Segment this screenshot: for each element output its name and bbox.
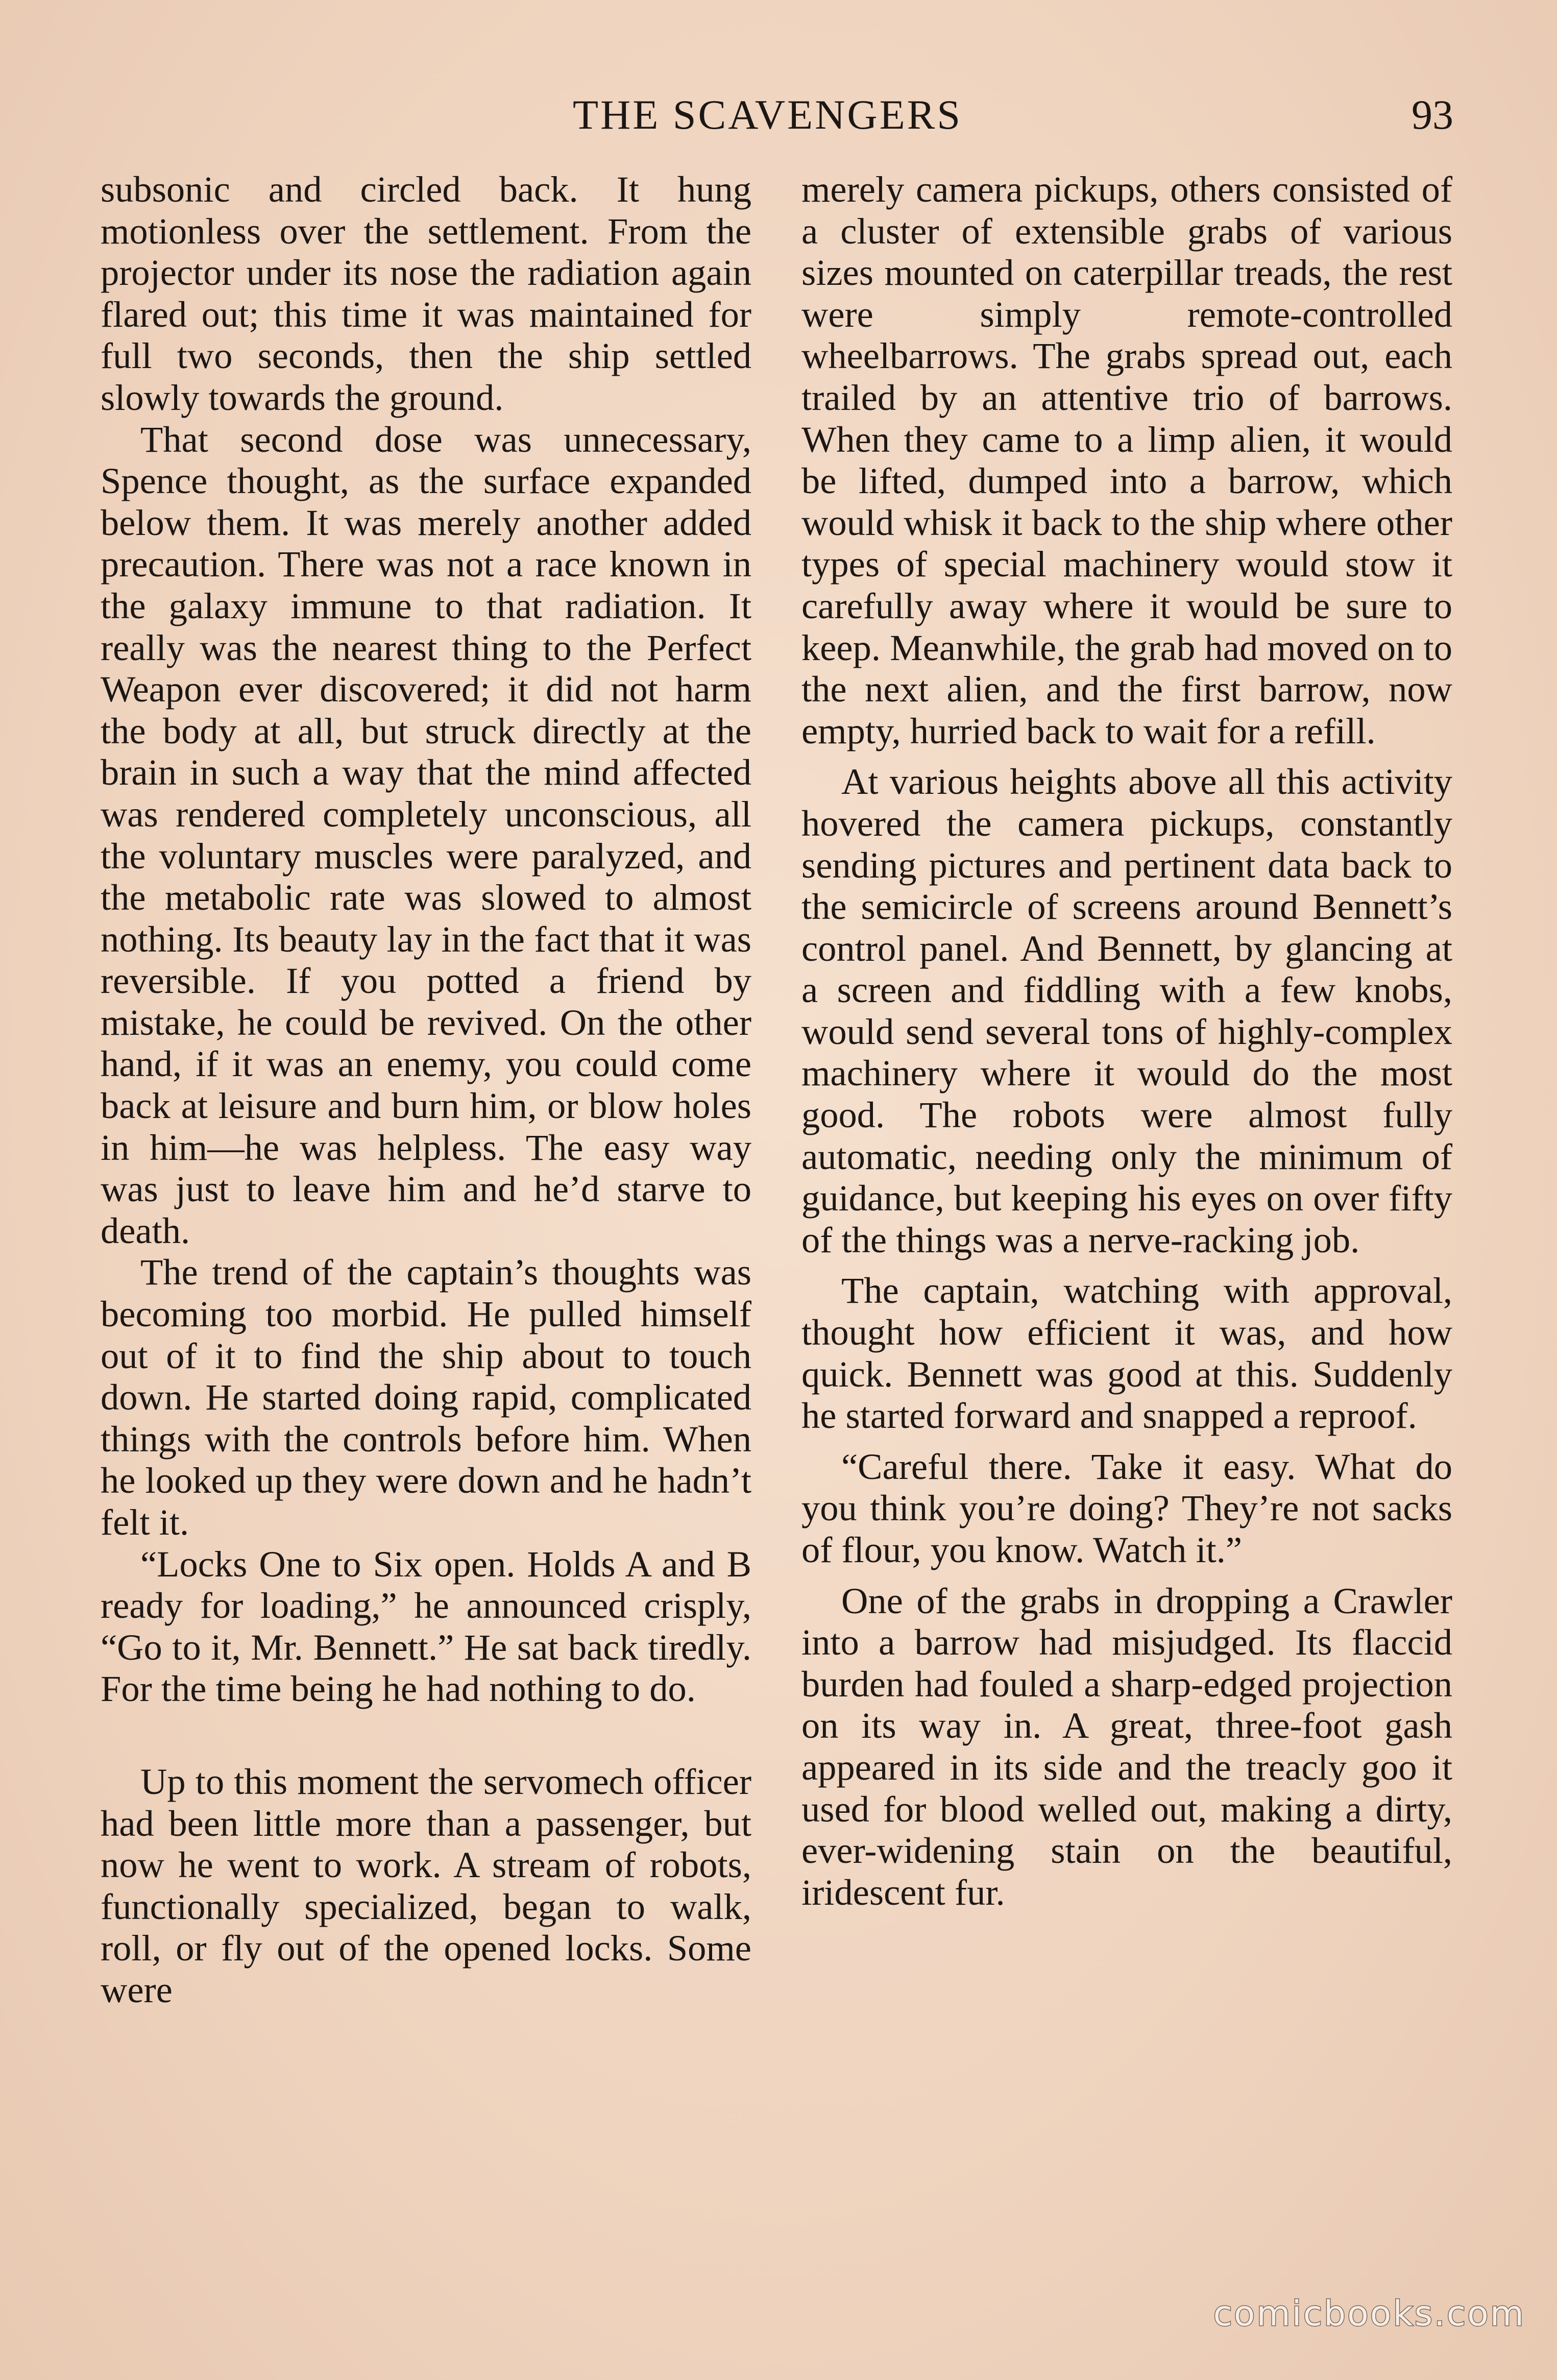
running-title: THE SCAVENGERS (573, 91, 962, 138)
right-column (801, 168, 1452, 1913)
paragraph: “Locks One to Six open. Holds A and B ready for loading,” he announced crisply, “Go to it, Mr. Bennett.” He sat back tiredly. For the time being he had nothing to do. (101, 1543, 751, 1710)
paragraph: The captain, watching with approval, thought how efficient it was, and how quick. Bennett was good at this. Suddenly he started forward and snapped a reproof. (801, 1270, 1452, 1437)
running-head (101, 89, 1453, 151)
paragraph: merely camera pickups, others consisted of a cluster of extensible grabs of various sizes mounted on caterpillar treads, the rest were simply remote-controlled wheelbarrows. The grabs spread out, each trailed by an attentive trio of barrows. When they came to a limp alien, it would be lifted, dumped into a barrow, which would whisk it back to the ship where other types of special machinery would stow it carefully away where it would be sure to keep. Meanwhile, the grab had moved on to the next alien, and the first barrow, now empty, hurried back to wait for a refill. (801, 168, 1452, 751)
watermark: comicbooks.com (1213, 2294, 1525, 2334)
paragraph: The trend of the captain’s thoughts was becoming too morbid. He pulled himself out of it to find the ship about to touch down. He started doing rapid, complicated things with the controls before him. When he looked up they were down and he hadn’t felt it. (101, 1251, 751, 1543)
paragraph: One of the grabs in dropping a Crawler into a barrow had misjudged. Its flaccid burden had fouled a sharp-edged projection on its way in. A great, three-foot gash appeared in its side and the treacly goo it used for blood welled out, making a dirty, ever-widening stain on the beautiful, iridescent fur. (801, 1580, 1452, 1913)
left-column (101, 168, 751, 2011)
paragraph: That second dose was unnecessary, Spence thought, as the surface expanded below them. It was merely another added precaution. There was not a race known in the galaxy immune to that radiation. It really was the nearest thing to the Perfect Weapon ever discovered; it did not harm the body at all, but struck directly at the brain in such a way that the mind affected was rendered completely unconscious, all the voluntary muscles were paralyzed, and the metabolic rate was slowed to almost nothing. Its beauty lay in the fact that it was reversible. If you potted a friend by mistake, he could be revived. On the other hand, if it was an enemy, you could come back at leisure and burn him, or blow holes in him—he was helpless. The easy way was just to leave him and he’d starve to death. (101, 418, 751, 1251)
page-number: 93 (1412, 91, 1453, 138)
paragraph: At various heights above all this activity hovered the camera pickups, constantly sending pictures and pertinent data back to the semicircle of screens around Bennett’s control panel. And Bennett, by glancing at a screen and fiddling with a few knobs, would send several tons of highly-complex machinery where it would do the most good. The robots were almost fully automatic, needing only the minimum of guidance, but keeping his eyes on over fifty of the things was a nerve-racking job. (801, 761, 1452, 1260)
paragraph: subsonic and circled back. It hung motionless over the settlement. From the projector under its nose the radiation again flared out; this time it was maintained for full two seconds, then the ship settled slowly towards the ground. (101, 168, 751, 418)
paragraph: Up to this moment the servomech officer had been little more than a passenger, but now he went to work. A stream of robots, functionally specialized, began to walk, roll, or fly out of the opened locks. Some were (101, 1760, 751, 2010)
paragraph: “Careful there. Take it easy. What do you think you’re doing? They’re not sacks of flour, you know. Watch it.” (801, 1445, 1452, 1570)
